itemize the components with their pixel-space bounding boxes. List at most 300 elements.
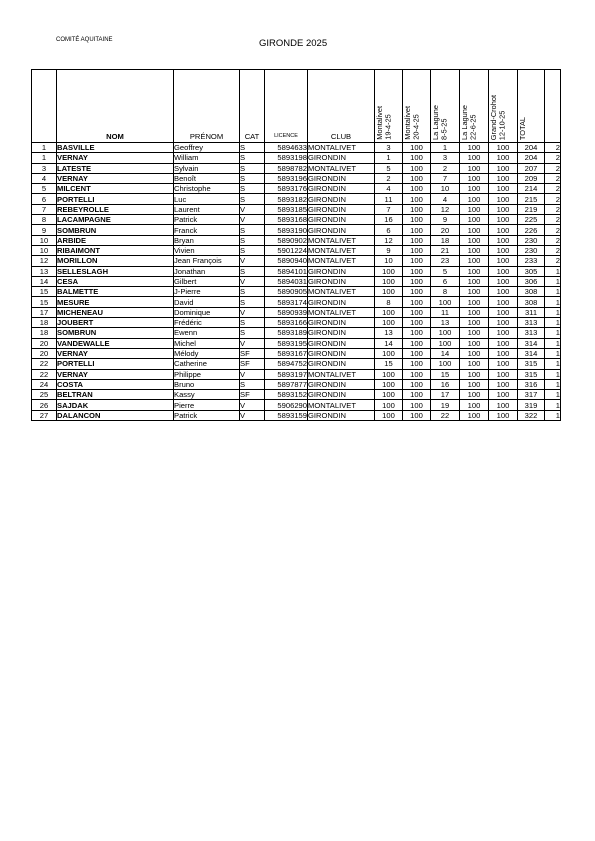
- cell-nom: JOUBERT: [57, 318, 174, 328]
- cell-licence: 5893174: [265, 297, 308, 307]
- cell-nom: VERNAY: [57, 369, 174, 379]
- cell-count: 1: [545, 379, 561, 389]
- cell-round-2: 100: [403, 328, 431, 338]
- cell-round-1: 5: [375, 163, 403, 173]
- cell-round-5: 100: [489, 245, 518, 255]
- cell-count: 2: [545, 143, 561, 153]
- cell-prenom: Michel: [174, 338, 240, 348]
- cell-club: GIRONDIN: [308, 348, 375, 358]
- cell-round-2: 100: [403, 256, 431, 266]
- cell-count: 2: [545, 235, 561, 245]
- cell-prenom: Jonathan: [174, 266, 240, 276]
- cell-cat: S: [240, 143, 265, 153]
- cell-round-5: 100: [489, 318, 518, 328]
- cell-licence: 5893159: [265, 410, 308, 420]
- cell-round-3: 15: [431, 369, 460, 379]
- table-row: [32, 379, 561, 389]
- cell-licence: 5893182: [265, 194, 308, 204]
- cell-club: MONTALIVET: [308, 400, 375, 410]
- cell-total: 315: [518, 359, 545, 369]
- table-row: [32, 204, 561, 214]
- cell-licence: 5894031: [265, 276, 308, 286]
- cell-round-1: 4: [375, 184, 403, 194]
- cell-rank: 24: [32, 379, 57, 389]
- cell-count: 1: [545, 369, 561, 379]
- cell-round-4: 100: [460, 143, 489, 153]
- cell-round-4: 100: [460, 276, 489, 286]
- table-row: [32, 276, 561, 286]
- table-row: [32, 266, 561, 276]
- cell-club: GIRONDIN: [308, 379, 375, 389]
- cell-prenom: William: [174, 153, 240, 163]
- cell-cat: SF: [240, 390, 265, 400]
- cell-licence: 5890905: [265, 287, 308, 297]
- header-total-label: TOTAL: [518, 116, 527, 140]
- cell-licence: 5893189: [265, 328, 308, 338]
- cell-round-5: 100: [489, 194, 518, 204]
- cell-total: 308: [518, 287, 545, 297]
- cell-club: GIRONDIN: [308, 194, 375, 204]
- cell-club: GIRONDIN: [308, 225, 375, 235]
- cell-total: 316: [518, 379, 545, 389]
- cell-round-2: 100: [403, 369, 431, 379]
- cell-prenom: Dominique: [174, 307, 240, 317]
- cell-nom: RIBAIMONT: [57, 245, 174, 255]
- cell-licence: 5893196: [265, 173, 308, 183]
- cell-cat: S: [240, 287, 265, 297]
- cell-round-4: 100: [460, 235, 489, 245]
- cell-rank: 6: [32, 194, 57, 204]
- cell-rank: 8: [32, 215, 57, 225]
- cell-total: 315: [518, 369, 545, 379]
- header-round-3: [431, 70, 460, 143]
- cell-round-4: 100: [460, 225, 489, 235]
- cell-total: 209: [518, 173, 545, 183]
- cell-round-4: 100: [460, 318, 489, 328]
- cell-count: 1: [545, 266, 561, 276]
- cell-round-1: 100: [375, 318, 403, 328]
- cell-licence: 5890940: [265, 256, 308, 266]
- cell-club: GIRONDIN: [308, 297, 375, 307]
- cell-round-5: 100: [489, 256, 518, 266]
- cell-rank: 18: [32, 318, 57, 328]
- cell-round-1: 8: [375, 297, 403, 307]
- cell-count: 1: [545, 390, 561, 400]
- cell-count: 2: [545, 256, 561, 266]
- cell-round-4: 100: [460, 390, 489, 400]
- cell-round-5: 100: [489, 379, 518, 389]
- cell-cat: S: [240, 245, 265, 255]
- cell-total: 215: [518, 194, 545, 204]
- cell-club: GIRONDIN: [308, 328, 375, 338]
- cell-round-4: 100: [460, 173, 489, 183]
- cell-round-5: 100: [489, 235, 518, 245]
- cell-round-2: 100: [403, 184, 431, 194]
- cell-round-2: 100: [403, 348, 431, 358]
- cell-count: 2: [545, 184, 561, 194]
- table-row: [32, 143, 561, 153]
- cell-licence: 5893197: [265, 369, 308, 379]
- cell-prenom: Bruno: [174, 379, 240, 389]
- cell-round-3: 11: [431, 307, 460, 317]
- cell-rank: 3: [32, 163, 57, 173]
- cell-round-2: 100: [403, 194, 431, 204]
- cell-rank: 22: [32, 369, 57, 379]
- ranking-table: [31, 69, 561, 421]
- cell-round-4: 100: [460, 348, 489, 358]
- cell-club: GIRONDIN: [308, 410, 375, 420]
- cell-count: 2: [545, 163, 561, 173]
- cell-cat: S: [240, 235, 265, 245]
- cell-cat: S: [240, 266, 265, 276]
- header-round-3-label: La Lagune 8-5-25: [431, 105, 449, 140]
- cell-round-5: 100: [489, 410, 518, 420]
- cell-total: 313: [518, 328, 545, 338]
- cell-prenom: Philippe: [174, 369, 240, 379]
- header-round-1: [375, 70, 403, 143]
- cell-licence: 5893185: [265, 204, 308, 214]
- cell-total: 311: [518, 307, 545, 317]
- cell-club: GIRONDIN: [308, 359, 375, 369]
- cell-total: 308: [518, 297, 545, 307]
- cell-rank: 15: [32, 287, 57, 297]
- cell-cat: S: [240, 318, 265, 328]
- cell-licence: 5906290: [265, 400, 308, 410]
- cell-round-3: 100: [431, 338, 460, 348]
- cell-round-3: 13: [431, 318, 460, 328]
- cell-round-3: 12: [431, 204, 460, 214]
- cell-round-3: 17: [431, 390, 460, 400]
- cell-round-2: 100: [403, 276, 431, 286]
- table-row: [32, 194, 561, 204]
- cell-total: 204: [518, 143, 545, 153]
- cell-round-4: 100: [460, 194, 489, 204]
- header-count: [545, 70, 561, 143]
- cell-round-3: 100: [431, 359, 460, 369]
- cell-nom: PORTELLI: [57, 359, 174, 369]
- cell-count: 2: [545, 173, 561, 183]
- cell-licence: 5893166: [265, 318, 308, 328]
- cell-round-5: 100: [489, 390, 518, 400]
- cell-nom: DALANCON: [57, 410, 174, 420]
- cell-prenom: Franck: [174, 225, 240, 235]
- table-row: [32, 328, 561, 338]
- table-row: [32, 163, 561, 173]
- page-title: GIRONDE 2025: [259, 38, 328, 49]
- cell-prenom: Benoît: [174, 173, 240, 183]
- cell-cat: V: [240, 307, 265, 317]
- table-row: [32, 297, 561, 307]
- cell-round-4: 100: [460, 369, 489, 379]
- cell-round-1: 100: [375, 348, 403, 358]
- cell-round-4: 100: [460, 184, 489, 194]
- table-row: [32, 184, 561, 194]
- cell-total: 306: [518, 276, 545, 286]
- cell-round-3: 18: [431, 235, 460, 245]
- cell-round-1: 2: [375, 173, 403, 183]
- cell-round-5: 100: [489, 153, 518, 163]
- cell-nom: MORILLON: [57, 256, 174, 266]
- cell-count: 1: [545, 348, 561, 358]
- cell-cat: V: [240, 215, 265, 225]
- cell-round-2: 100: [403, 307, 431, 317]
- cell-round-4: 100: [460, 338, 489, 348]
- table-row: [32, 287, 561, 297]
- cell-rank: 4: [32, 173, 57, 183]
- cell-club: MONTALIVET: [308, 256, 375, 266]
- cell-nom: SELLESLAGH: [57, 266, 174, 276]
- cell-rank: 5: [32, 184, 57, 194]
- cell-round-5: 100: [489, 276, 518, 286]
- table-row: [32, 369, 561, 379]
- cell-prenom: Mélody: [174, 348, 240, 358]
- table-row: [32, 400, 561, 410]
- cell-round-5: 100: [489, 225, 518, 235]
- cell-nom: VANDEWALLE: [57, 338, 174, 348]
- cell-round-3: 10: [431, 184, 460, 194]
- cell-round-4: 100: [460, 153, 489, 163]
- cell-count: 2: [545, 194, 561, 204]
- cell-count: 1: [545, 297, 561, 307]
- cell-nom: VERNAY: [57, 153, 174, 163]
- cell-round-4: 100: [460, 400, 489, 410]
- header-round-2-label: Montalivet 20-4-25: [403, 106, 421, 140]
- header-club: CLUB: [308, 70, 375, 143]
- cell-rank: 20: [32, 338, 57, 348]
- cell-round-2: 100: [403, 163, 431, 173]
- cell-club: GIRONDIN: [308, 215, 375, 225]
- cell-total: 230: [518, 235, 545, 245]
- table-row: [32, 153, 561, 163]
- cell-rank: 14: [32, 276, 57, 286]
- cell-round-2: 100: [403, 338, 431, 348]
- cell-rank: 17: [32, 307, 57, 317]
- cell-count: 2: [545, 215, 561, 225]
- cell-club: GIRONDIN: [308, 276, 375, 286]
- cell-round-2: 100: [403, 204, 431, 214]
- cell-rank: 22: [32, 359, 57, 369]
- cell-round-1: 100: [375, 266, 403, 276]
- cell-round-1: 14: [375, 338, 403, 348]
- cell-nom: SOMBRUN: [57, 225, 174, 235]
- cell-count: 1: [545, 359, 561, 369]
- cell-round-3: 8: [431, 287, 460, 297]
- cell-count: 2: [545, 153, 561, 163]
- cell-round-1: 100: [375, 410, 403, 420]
- cell-round-2: 100: [403, 153, 431, 163]
- cell-prenom: Patrick: [174, 410, 240, 420]
- cell-prenom: Sylvain: [174, 163, 240, 173]
- cell-round-3: 19: [431, 400, 460, 410]
- cell-round-3: 22: [431, 410, 460, 420]
- header-cat: CAT: [240, 70, 265, 143]
- cell-licence: 5893168: [265, 215, 308, 225]
- cell-round-2: 100: [403, 173, 431, 183]
- cell-club: GIRONDIN: [308, 318, 375, 328]
- cell-count: 1: [545, 287, 561, 297]
- cell-licence: 5893190: [265, 225, 308, 235]
- header-round-4-label: La Lagune 22-6-25: [460, 105, 478, 140]
- cell-cat: V: [240, 204, 265, 214]
- table-row: [32, 338, 561, 348]
- cell-licence: 5893167: [265, 348, 308, 358]
- cell-round-2: 100: [403, 245, 431, 255]
- cell-club: MONTALIVET: [308, 307, 375, 317]
- cell-club: GIRONDIN: [308, 173, 375, 183]
- cell-round-3: 100: [431, 328, 460, 338]
- cell-total: 226: [518, 225, 545, 235]
- table-row: [32, 173, 561, 183]
- cell-round-5: 100: [489, 338, 518, 348]
- cell-round-1: 12: [375, 235, 403, 245]
- cell-rank: 25: [32, 390, 57, 400]
- cell-round-5: 100: [489, 400, 518, 410]
- cell-round-2: 100: [403, 215, 431, 225]
- cell-rank: 12: [32, 256, 57, 266]
- cell-prenom: David: [174, 297, 240, 307]
- cell-nom: MICHENEAU: [57, 307, 174, 317]
- header-total: [518, 70, 545, 143]
- cell-round-1: 10: [375, 256, 403, 266]
- cell-licence: 5901224: [265, 245, 308, 255]
- cell-round-1: 100: [375, 276, 403, 286]
- cell-round-4: 100: [460, 256, 489, 266]
- cell-nom: SAJDAK: [57, 400, 174, 410]
- cell-round-5: 100: [489, 173, 518, 183]
- cell-total: 322: [518, 410, 545, 420]
- cell-round-1: 100: [375, 379, 403, 389]
- cell-round-1: 7: [375, 204, 403, 214]
- cell-round-2: 100: [403, 410, 431, 420]
- table-row: [32, 256, 561, 266]
- cell-count: 1: [545, 307, 561, 317]
- cell-licence: 5898782: [265, 163, 308, 173]
- cell-nom: MESURE: [57, 297, 174, 307]
- cell-round-3: 6: [431, 276, 460, 286]
- table-row: [32, 318, 561, 328]
- cell-round-3: 5: [431, 266, 460, 276]
- cell-club: MONTALIVET: [308, 369, 375, 379]
- cell-round-3: 16: [431, 379, 460, 389]
- cell-count: 1: [545, 318, 561, 328]
- table-row: [32, 307, 561, 317]
- cell-cat: V: [240, 338, 265, 348]
- cell-club: GIRONDIN: [308, 153, 375, 163]
- cell-round-3: 23: [431, 256, 460, 266]
- cell-count: 1: [545, 400, 561, 410]
- cell-round-1: 11: [375, 194, 403, 204]
- cell-rank: 20: [32, 348, 57, 358]
- table-header-row: [32, 70, 561, 143]
- header-round-4: [460, 70, 489, 143]
- header-rank: [32, 70, 57, 143]
- cell-count: 1: [545, 338, 561, 348]
- cell-prenom: Patrick: [174, 215, 240, 225]
- cell-total: 313: [518, 318, 545, 328]
- cell-round-4: 100: [460, 328, 489, 338]
- cell-round-3: 3: [431, 153, 460, 163]
- cell-licence: 5893198: [265, 153, 308, 163]
- cell-round-3: 1: [431, 143, 460, 153]
- table-body: [32, 143, 561, 421]
- cell-total: 314: [518, 338, 545, 348]
- cell-total: 314: [518, 348, 545, 358]
- cell-count: 2: [545, 204, 561, 214]
- cell-round-4: 100: [460, 163, 489, 173]
- cell-prenom: Ewenn: [174, 328, 240, 338]
- table-row: [32, 235, 561, 245]
- cell-nom: VERNAY: [57, 173, 174, 183]
- cell-rank: 27: [32, 410, 57, 420]
- cell-prenom: Catherine: [174, 359, 240, 369]
- cell-nom: ARBIDE: [57, 235, 174, 245]
- cell-licence: 5897877: [265, 379, 308, 389]
- cell-round-1: 100: [375, 369, 403, 379]
- cell-round-2: 100: [403, 318, 431, 328]
- table-row: [32, 225, 561, 235]
- cell-round-4: 100: [460, 204, 489, 214]
- cell-round-5: 100: [489, 307, 518, 317]
- cell-cat: V: [240, 256, 265, 266]
- cell-rank: 10: [32, 235, 57, 245]
- cell-nom: SOMBRUN: [57, 328, 174, 338]
- cell-rank: 1: [32, 143, 57, 153]
- cell-round-1: 100: [375, 287, 403, 297]
- cell-cat: S: [240, 173, 265, 183]
- cell-round-2: 100: [403, 400, 431, 410]
- cell-round-2: 100: [403, 297, 431, 307]
- header-round-5: [489, 70, 518, 143]
- cell-total: 204: [518, 153, 545, 163]
- cell-round-1: 100: [375, 400, 403, 410]
- cell-club: GIRONDIN: [308, 184, 375, 194]
- cell-rank: 1: [32, 153, 57, 163]
- header-round-2: [403, 70, 431, 143]
- cell-total: 219: [518, 204, 545, 214]
- cell-nom: PORTELLI: [57, 194, 174, 204]
- cell-club: GIRONDIN: [308, 338, 375, 348]
- cell-total: 319: [518, 400, 545, 410]
- cell-count: 2: [545, 225, 561, 235]
- cell-prenom: Luc: [174, 194, 240, 204]
- cell-prenom: J-Pierre: [174, 287, 240, 297]
- cell-cat: S: [240, 194, 265, 204]
- cell-rank: 9: [32, 225, 57, 235]
- cell-nom: COSTA: [57, 379, 174, 389]
- cell-rank: 26: [32, 400, 57, 410]
- cell-club: MONTALIVET: [308, 235, 375, 245]
- cell-round-2: 100: [403, 225, 431, 235]
- cell-total: 305: [518, 266, 545, 276]
- cell-round-5: 100: [489, 163, 518, 173]
- cell-round-1: 100: [375, 307, 403, 317]
- cell-cat: SF: [240, 359, 265, 369]
- cell-round-2: 100: [403, 287, 431, 297]
- cell-round-3: 7: [431, 173, 460, 183]
- cell-round-2: 100: [403, 359, 431, 369]
- cell-count: 1: [545, 328, 561, 338]
- cell-round-4: 100: [460, 379, 489, 389]
- cell-round-5: 100: [489, 328, 518, 338]
- cell-count: 1: [545, 276, 561, 286]
- header-nom: NOM: [57, 70, 174, 143]
- cell-round-1: 1: [375, 153, 403, 163]
- cell-total: 317: [518, 390, 545, 400]
- cell-nom: VERNAY: [57, 348, 174, 358]
- cell-round-4: 100: [460, 266, 489, 276]
- cell-rank: 18: [32, 328, 57, 338]
- cell-rank: 7: [32, 204, 57, 214]
